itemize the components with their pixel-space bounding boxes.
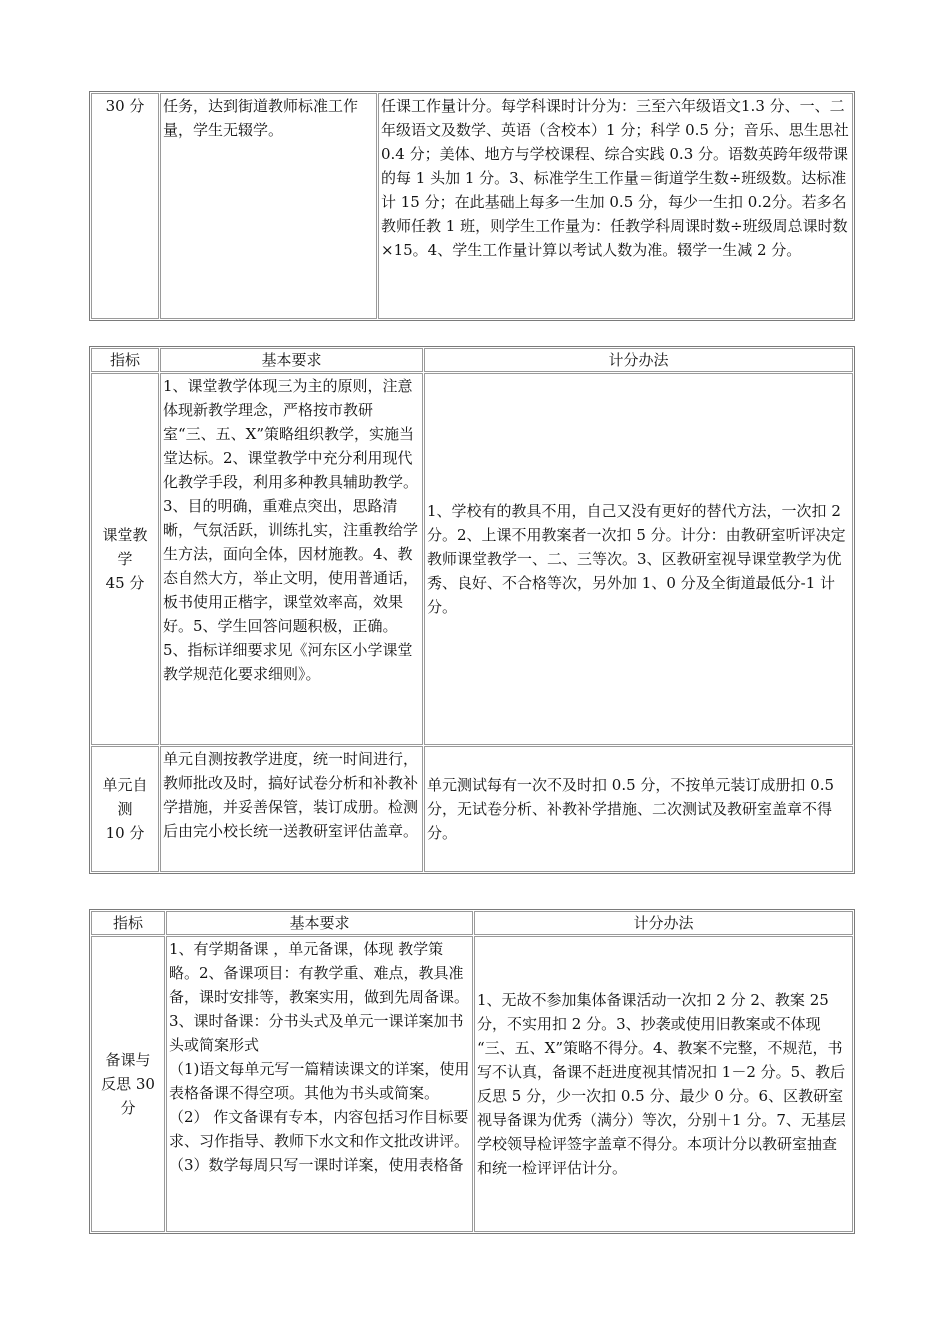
header-indicator: 指标	[91, 348, 159, 372]
requirement-cell: 单元自测按教学进度，统一时间进行，教师批改及时，搞好试卷分析和补教补学措施，并妥善保管，装订成册。检测后由完小校长统一送教研室评估盖章。	[160, 746, 423, 872]
table-row	[91, 93, 853, 319]
requirement-cell: 1、有学期备课 ，单元备课，体现 教学策略。2、备课项目：有教学重、难点，教具准备，课时安排等，教案实用，做到先周备课。3、课时备课：分书头式及单元一课详案加书头或简案形式 （1)语文每单元写一篇精读课文的详案，使用表格备课不得空项。其他为书头或简案。（2） 作文备课有专本，内容包括习作目标要求、习作指导、教师下水文和作文批改讲评。（3）数学每周只写一课时详案，使用表格备	[166, 936, 473, 1232]
header-requirement: 基本要求	[166, 911, 473, 935]
requirement-cell: 1、课堂教学体现三为主的原则，注意体现新教学理念，严格按市教研室“三、五、X”策略组织教学，实施当堂达标。2、课堂教学中充分利用现代化教学手段，利用多种教具辅助教学。3、目的明确，重难点突出，思路清晰，气氛活跃，训练扎实，注重教给学生方法，面向全体，因材施教。4、教态自然大方，举止文明，使用普通话，板书使用正楷字，课堂效率高，效果好。5、学生回答问题积极，正确。 5、指标详细要求见《河东区小学课堂教学规范化要求细则》。	[160, 373, 423, 745]
header-requirement: 基本要求	[160, 348, 423, 372]
header-indicator: 指标	[91, 911, 165, 935]
indicator-cell: 备课与 反思 30 分	[91, 936, 165, 1232]
method-cell: 1、无故不参加集体备课活动一次扣 2 分 2、教案 25 分，不实用扣 2 分。3、抄袭或使用旧教案或不体现 “三、五、X”策略不得分。4、教案不完整，不规范，书写不认真，备课不赶进度视其情况扣 1－2 分。5、教后反思 5 分，少一次扣 0.5 分、最少 0 分。6、区教研室视导备课为优秀（满分）等次，分别＋1 分。7、无基层学校领导检评签字盖章不得分。本项计分以教研室抽查和统一检评评估计分。	[474, 936, 853, 1232]
classroom-teaching-table	[89, 346, 855, 874]
indicator-cell: 单元自 测 10 分	[91, 746, 159, 872]
method-cell: 任课工作量计分。每学科课时计分为：三至六年级语文1.3 分、一、二年级语文及数学、英语（含校本）1 分；科学 0.5 分；音乐、思生思社 0.4 分；美体、地方与学校课程、综合实践 0.3 分。语数英跨年级带课的每 1 头加 1 分。3、标准学生工作量＝街道学生数÷班级数。达标准计 15 分；在此基础上每多一生加 0.5 分，每少一生扣 0.2分。若多名教师任教 1 班，则学生工作量为：任教学科周课时数÷班级周总课时数×15。4、学生工作量计算以考试人数为准。辍学一生减 2 分。	[378, 93, 853, 319]
score-cell: 30 分	[91, 93, 159, 319]
table-row	[91, 746, 853, 872]
header-method: 计分办法	[424, 348, 853, 372]
method-cell: 1、学校有的教具不用，自己又没有更好的替代方法，一次扣 2 分。2、上课不用教案者一次扣 5 分。计分：由教研室听评决定教师课堂教学一、二、三等次。3、区教研室视导课堂教学为优秀、良好、不合格等次，另外加 1、0 分及全街道最低分-1 计分。	[424, 373, 853, 745]
table-header-row	[91, 348, 853, 372]
lesson-prep-table	[89, 909, 855, 1234]
table-row	[91, 373, 853, 745]
indicator-cell: 课堂教 学 45 分	[91, 373, 159, 745]
method-cell: 单元测试每有一次不及时扣 0.5 分，不按单元装订成册扣 0.5 分，无试卷分析、补教补学措施、二次测试及教研室盖章不得分。	[424, 746, 853, 872]
requirement-cell: 任务，达到街道教师标准工作量，学生无辍学。	[160, 93, 377, 319]
header-method: 计分办法	[474, 911, 853, 935]
workload-table	[89, 91, 855, 321]
table-row	[91, 936, 853, 1232]
table-header-row	[91, 911, 853, 935]
